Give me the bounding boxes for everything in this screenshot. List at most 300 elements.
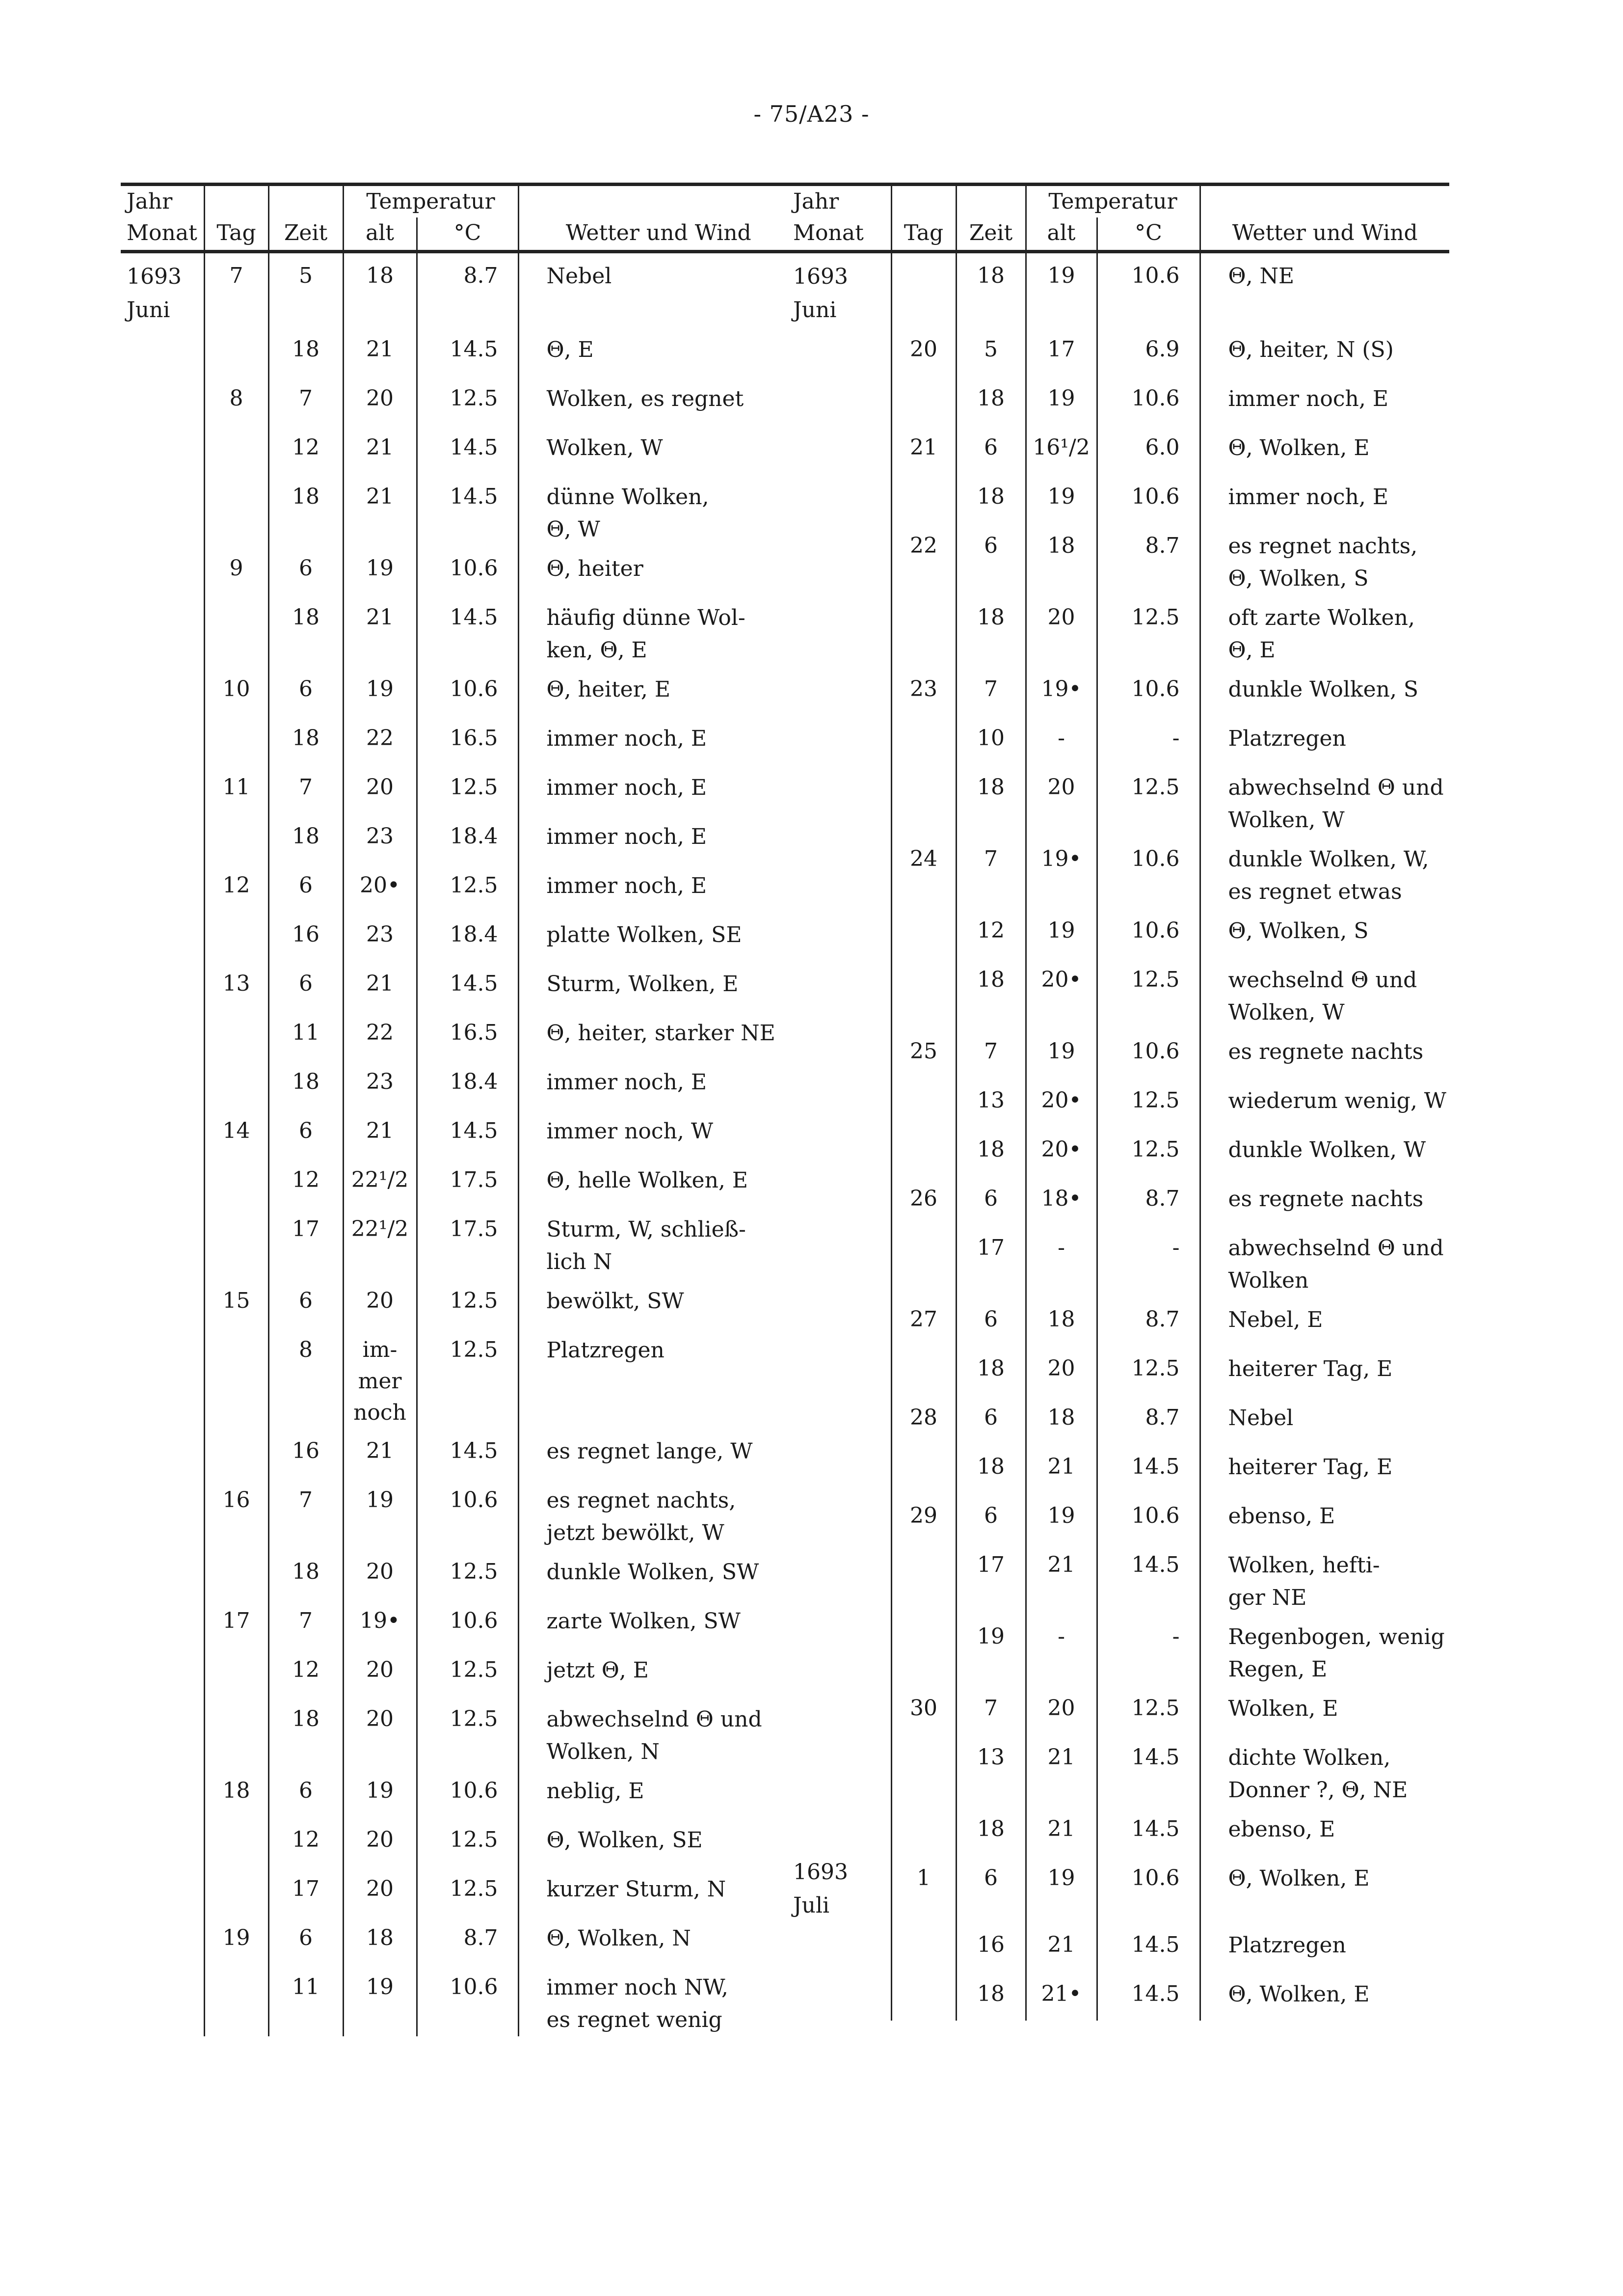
weather-wind-cell: [1200, 1346, 1449, 1395]
year-month-cell: [121, 1158, 204, 1207]
table-row: [787, 1127, 1449, 1176]
header-tag: Tag: [891, 217, 956, 252]
weather-text-line: es regnet nachts,: [1228, 534, 1418, 559]
month-label: Juni: [793, 297, 837, 323]
day-cell: [891, 1807, 956, 1856]
time-cell: 18: [956, 1346, 1026, 1395]
day-cell: 21: [891, 425, 956, 474]
temp-celsius-cell: 14.5: [417, 425, 518, 474]
table-row: [121, 863, 798, 912]
time-cell: 6: [268, 546, 343, 595]
year-month-cell: [121, 376, 204, 425]
time-cell: 6: [268, 667, 343, 716]
weather-text-line: Θ, heiter, E: [546, 677, 671, 702]
table-row: [787, 1856, 1449, 1922]
temp-old-cell: 21: [343, 1429, 417, 1478]
day-cell: [891, 252, 956, 327]
table-row: [787, 1029, 1449, 1078]
table-row: [121, 1598, 798, 1648]
weather-text-line: Wolken: [1228, 1268, 1309, 1293]
header-wetter-wind: Wetter und Wind: [518, 217, 798, 252]
day-cell: [204, 1010, 268, 1059]
temp-old-cell: 19: [1026, 1493, 1097, 1542]
day-cell: [891, 474, 956, 523]
time-cell: 18: [956, 1807, 1026, 1856]
weather-text-line: Θ, Wolken, SE: [546, 1828, 703, 1853]
temp-celsius-cell: 14.5: [417, 1429, 518, 1478]
weather-text-line: Θ, W: [546, 517, 600, 542]
temp-old-cell: 20•: [1026, 1078, 1097, 1127]
table-row: [121, 1648, 798, 1697]
year-month-cell: [121, 1648, 204, 1697]
year-month-cell: [787, 376, 891, 425]
temp-old-cell: 19: [1026, 908, 1097, 957]
temp-old-cell: 19•: [343, 1598, 417, 1648]
weather-text-line: Wolken, W: [1228, 808, 1345, 833]
year-month-cell: [787, 957, 891, 1029]
year-month-cell: [787, 765, 891, 837]
temp-celsius-cell: 12.5: [1097, 1078, 1200, 1127]
year-month-cell: [121, 1916, 204, 1965]
year-month-cell: [787, 523, 891, 595]
temp-old-cell: -: [1026, 1225, 1097, 1297]
weather-text-line: Sturm, Wolken, E: [546, 972, 739, 997]
weather-wind-cell: [1200, 957, 1449, 1029]
temp-celsius-cell: 10.6: [417, 546, 518, 595]
weather-text-line: es regnet lange, W: [546, 1439, 753, 1464]
year-month-cell: [787, 1297, 891, 1346]
weather-wind-cell: [518, 667, 798, 716]
temp-celsius-cell: 8.7: [417, 1916, 518, 1965]
weather-wind-cell: [518, 1207, 798, 1278]
weather-wind-cell: [1200, 1029, 1449, 1078]
weather-wind-cell: [1200, 425, 1449, 474]
temp-old-cell: 19: [1026, 252, 1097, 327]
header-celsius: °C: [417, 217, 518, 252]
year-month-cell: [121, 252, 204, 327]
time-cell: 19: [956, 1614, 1026, 1686]
temp-old-cell: 19: [343, 546, 417, 595]
year-month-cell: [121, 1768, 204, 1817]
time-cell: 18: [956, 474, 1026, 523]
year-month-cell: [787, 595, 891, 667]
weather-text-line: Θ, Wolken, E: [1228, 1982, 1370, 2007]
year-month-cell: [121, 1429, 204, 1478]
year-month-cell: [787, 1346, 891, 1395]
header-monat: Monat: [121, 217, 204, 252]
weather-log-table: [121, 183, 798, 2036]
temp-celsius-cell: 14.5: [417, 1108, 518, 1158]
weather-text-line: Wolken, W: [546, 435, 663, 460]
month-label: Juli: [793, 1893, 830, 1918]
year-month-cell: [787, 1972, 891, 2021]
year-month-cell: [787, 1686, 891, 1735]
table-row: [787, 1735, 1449, 1807]
weather-text-line: Nebel, E: [1228, 1307, 1323, 1332]
weather-text-line: Θ, Wolken, S: [1228, 918, 1369, 944]
day-cell: [891, 376, 956, 425]
table-row: [787, 474, 1449, 523]
temp-celsius-cell: 10.6: [1097, 376, 1200, 425]
temp-celsius-cell: 18.4: [417, 912, 518, 961]
weather-text-line: immer noch, E: [546, 1070, 707, 1095]
time-cell: 12: [268, 1158, 343, 1207]
day-cell: [204, 912, 268, 961]
weather-text-line: abwechselnd Θ und: [546, 1707, 762, 1732]
temp-celsius-cell: 12.5: [1097, 765, 1200, 837]
header-temperatur: Temperatur: [1026, 185, 1200, 218]
time-cell: 18: [268, 474, 343, 546]
weather-text-line: dichte Wolken,: [1228, 1745, 1391, 1770]
year-month-cell: [121, 1817, 204, 1866]
weather-text-line: Θ, Wolken, E: [1228, 1866, 1370, 1891]
year-month-cell: [121, 1327, 204, 1429]
day-cell: [204, 1648, 268, 1697]
table-row: [121, 1478, 798, 1549]
year-month-cell: [787, 1493, 891, 1542]
year-month-cell: [121, 765, 204, 814]
day-cell: [891, 1444, 956, 1493]
table-row: [121, 1327, 798, 1429]
year-month-cell: [121, 425, 204, 474]
temp-celsius-cell: 12.5: [417, 863, 518, 912]
weather-text-line: Θ, heiter: [546, 556, 643, 581]
weather-text-line: immer noch, E: [546, 873, 707, 898]
day-cell: [204, 1697, 268, 1768]
day-cell: 16: [204, 1478, 268, 1549]
weather-wind-cell: [518, 474, 798, 546]
day-cell: 11: [204, 765, 268, 814]
left-weather-table: [121, 183, 798, 2036]
year-month-cell: [121, 1866, 204, 1916]
weather-text-line: Platzregen: [1228, 726, 1346, 751]
weather-wind-cell: [518, 1817, 798, 1866]
time-cell: 18: [956, 1127, 1026, 1176]
temp-old-cell: 20: [343, 765, 417, 814]
year-month-cell: [787, 252, 891, 327]
weather-text-line: ger NE: [1228, 1585, 1307, 1610]
weather-text-line: Platzregen: [546, 1338, 665, 1363]
weather-text-line: dunkle Wolken, W,: [1228, 847, 1429, 872]
temp-celsius-cell: 10.6: [1097, 1493, 1200, 1542]
weather-text-line: abwechselnd Θ und: [1228, 1236, 1444, 1261]
weather-wind-cell: [518, 1158, 798, 1207]
day-cell: [204, 474, 268, 546]
year-month-cell: [121, 1549, 204, 1598]
temp-old-cell: 22¹/2: [343, 1158, 417, 1207]
temp-old-cell: 20: [343, 376, 417, 425]
table-row: [121, 376, 798, 425]
weather-text-line: wiederum wenig, W: [1228, 1088, 1447, 1113]
temp-old-cell: 20•: [1026, 1127, 1097, 1176]
temp-celsius-cell: 18.4: [417, 1059, 518, 1108]
weather-text-line: immer noch, E: [546, 726, 707, 751]
table-row: [121, 1697, 798, 1768]
table-row: [787, 837, 1449, 908]
day-cell: 1: [891, 1856, 956, 1922]
temp-old-cell: 20•: [343, 863, 417, 912]
table-row: [787, 957, 1449, 1029]
time-cell: 7: [268, 376, 343, 425]
weather-wind-cell: [1200, 1686, 1449, 1735]
weather-wind-cell: [518, 863, 798, 912]
weather-text-line: Θ, Wolken, N: [546, 1926, 691, 1951]
year-month-cell: [787, 1922, 891, 1972]
weather-wind-cell: [518, 1598, 798, 1648]
time-cell: 7: [956, 1029, 1026, 1078]
weather-wind-cell: [518, 425, 798, 474]
table-row: [787, 327, 1449, 376]
weather-text-line: Regen, E: [1228, 1657, 1328, 1682]
temp-celsius-cell: 10.6: [1097, 1029, 1200, 1078]
temp-old-cell: 19: [343, 1478, 417, 1549]
weather-wind-cell: [1200, 667, 1449, 716]
header-celsius: °C: [1097, 217, 1200, 252]
time-cell: 6: [268, 1916, 343, 1965]
table-row: [787, 523, 1449, 595]
time-cell: 18: [268, 814, 343, 863]
year-label: 1693: [793, 264, 848, 289]
time-cell: 12: [268, 1817, 343, 1866]
weather-text-line: Θ, E: [1228, 638, 1276, 663]
time-cell: 6: [956, 1297, 1026, 1346]
temp-old-cell: 20: [343, 1697, 417, 1768]
temp-celsius-cell: 10.6: [1097, 908, 1200, 957]
temp-celsius-cell: 10.6: [417, 667, 518, 716]
temp-old-cell: 19: [1026, 1856, 1097, 1922]
time-cell: 16: [268, 912, 343, 961]
weather-text-line: dünne Wolken,: [546, 485, 709, 510]
time-cell: 16: [268, 1429, 343, 1478]
day-cell: [891, 957, 956, 1029]
time-cell: 6: [268, 1768, 343, 1817]
time-cell: 18: [268, 1549, 343, 1598]
weather-text-line: es regnet wenig: [546, 2007, 722, 2032]
time-cell: 8: [268, 1327, 343, 1429]
weather-text-line: immer noch NW,: [546, 1975, 728, 2000]
time-cell: 6: [268, 1278, 343, 1327]
year-month-cell: [787, 425, 891, 474]
weather-text-line: immer noch, E: [546, 824, 707, 849]
temp-old-cell: 19•: [1026, 837, 1097, 908]
day-cell: [891, 1127, 956, 1176]
temp-celsius-cell: 12.5: [417, 1648, 518, 1697]
table-row: [121, 1916, 798, 1965]
day-cell: 9: [204, 546, 268, 595]
table-row: [121, 1010, 798, 1059]
temp-celsius-cell: 14.5: [417, 595, 518, 667]
table-row: [121, 1278, 798, 1327]
time-cell: 12: [956, 908, 1026, 957]
day-cell: 13: [204, 961, 268, 1010]
temp-celsius-cell: 12.5: [417, 1278, 518, 1327]
temp-celsius-cell: 10.6: [417, 1598, 518, 1648]
table-row: [787, 1807, 1449, 1856]
weather-log-table: [787, 183, 1449, 2021]
table-row: [787, 252, 1449, 327]
day-cell: 29: [891, 1493, 956, 1542]
weather-wind-cell: [518, 1549, 798, 1598]
temp-celsius-cell: 10.6: [1097, 837, 1200, 908]
weather-text-line: dunkle Wolken, S: [1228, 677, 1419, 702]
day-cell: 28: [891, 1395, 956, 1444]
year-month-cell: [787, 716, 891, 765]
temp-old-cell: 19: [1026, 1029, 1097, 1078]
time-cell: 18: [268, 1059, 343, 1108]
weather-text-line: wechselnd Θ und: [1228, 968, 1417, 993]
weather-wind-cell: [1200, 1127, 1449, 1176]
temp-celsius-cell: 17.5: [417, 1207, 518, 1278]
page-number: - 75/A23 -: [753, 101, 870, 127]
temp-old-cell: 19: [1026, 376, 1097, 425]
temp-old-cell: 22¹/2: [343, 1207, 417, 1278]
weather-text-line: immer noch, E: [1228, 386, 1388, 411]
day-cell: [891, 1078, 956, 1127]
temp-celsius-cell: 8.7: [1097, 1297, 1200, 1346]
time-cell: 18: [956, 595, 1026, 667]
year-month-cell: [121, 1478, 204, 1549]
weather-wind-cell: [1200, 523, 1449, 595]
year-month-cell: [121, 474, 204, 546]
year-month-cell: [121, 1697, 204, 1768]
weather-wind-cell: [1200, 376, 1449, 425]
temp-old-cell: 19•: [1026, 667, 1097, 716]
day-cell: 7: [204, 252, 268, 327]
time-cell: 7: [956, 667, 1026, 716]
time-cell: 6: [956, 523, 1026, 595]
weather-text-line: zarte Wolken, SW: [546, 1609, 741, 1634]
day-cell: [891, 1542, 956, 1614]
time-cell: 7: [268, 1598, 343, 1648]
header-jahr: Jahr: [787, 185, 891, 218]
temp-celsius-cell: 14.5: [1097, 1542, 1200, 1614]
weather-text-line: Nebel: [1228, 1405, 1294, 1431]
time-cell: 6: [268, 961, 343, 1010]
weather-wind-cell: [518, 1278, 798, 1327]
weather-text-line: Nebel: [546, 264, 612, 289]
time-cell: 18: [268, 595, 343, 667]
year-month-cell: [787, 908, 891, 957]
month-label: Juni: [127, 297, 170, 323]
year-month-cell: [787, 1444, 891, 1493]
day-cell: 10: [204, 667, 268, 716]
table-row: [787, 908, 1449, 957]
year-month-cell: [787, 1856, 891, 1922]
table-row: [121, 716, 798, 765]
temp-celsius-cell: 12.5: [1097, 1686, 1200, 1735]
weather-text-line: ebenso, E: [1228, 1817, 1335, 1842]
temp-celsius-cell: 8.7: [1097, 523, 1200, 595]
time-cell: 18: [956, 957, 1026, 1029]
left-table-body: [121, 252, 798, 2037]
day-cell: 30: [891, 1686, 956, 1735]
weather-wind-cell: [1200, 1176, 1449, 1225]
table-row: [121, 765, 798, 814]
day-cell: 25: [891, 1029, 956, 1078]
weather-text-line: ken, Θ, E: [546, 638, 647, 663]
temp-old-cell: 19: [343, 1965, 417, 2036]
header-zeit: Zeit: [268, 217, 343, 252]
temp-old-cell: 23: [343, 912, 417, 961]
year-month-cell: [121, 546, 204, 595]
year-month-cell: [121, 1207, 204, 1278]
weather-wind-cell: [518, 546, 798, 595]
table-row: [787, 1614, 1449, 1686]
temp-old-cell: 18: [343, 1916, 417, 1965]
day-cell: [204, 814, 268, 863]
day-cell: 8: [204, 376, 268, 425]
weather-wind-cell: [1200, 1972, 1449, 2021]
table-row: [787, 716, 1449, 765]
time-cell: 18: [268, 1697, 343, 1768]
weather-wind-cell: [518, 1010, 798, 1059]
table-row: [121, 814, 798, 863]
weather-wind-cell: [518, 961, 798, 1010]
weather-text-line: es regnet etwas: [1228, 879, 1402, 904]
table-row: [787, 1346, 1449, 1395]
temp-old-cell: 21: [343, 425, 417, 474]
temp-old-cell: 22: [343, 1010, 417, 1059]
table-row: [787, 376, 1449, 425]
temp-old-cell: 22: [343, 716, 417, 765]
weather-text-line: Θ, E: [546, 337, 594, 362]
table-row: [121, 546, 798, 595]
weather-wind-cell: [1200, 474, 1449, 523]
time-cell: 7: [268, 765, 343, 814]
temp-old-cell: 21: [1026, 1807, 1097, 1856]
weather-wind-cell: [518, 765, 798, 814]
weather-wind-cell: [1200, 1297, 1449, 1346]
table-row: [121, 1108, 798, 1158]
weather-wind-cell: [518, 912, 798, 961]
weather-wind-cell: [518, 1965, 798, 2036]
day-cell: 19: [204, 1916, 268, 1965]
temp-celsius-cell: 16.5: [417, 1010, 518, 1059]
weather-text-line: Platzregen: [1228, 1933, 1346, 1958]
weather-text-line: platte Wolken, SE: [546, 922, 742, 947]
day-cell: [204, 1158, 268, 1207]
table-row: [121, 1965, 798, 2036]
temp-old-cell: 21: [343, 961, 417, 1010]
temp-old-cell: 20: [1026, 1686, 1097, 1735]
table-row: [787, 1922, 1449, 1972]
temp-celsius-cell: 10.6: [417, 1478, 518, 1549]
weather-wind-cell: [1200, 1444, 1449, 1493]
weather-text-line: Θ, heiter, N (S): [1228, 337, 1394, 362]
temp-celsius-cell: 16.5: [417, 716, 518, 765]
year-month-cell: [787, 667, 891, 716]
year-month-cell: [787, 1807, 891, 1856]
table-row: [121, 252, 798, 327]
day-cell: [204, 1429, 268, 1478]
temp-celsius-cell: 18.4: [417, 814, 518, 863]
weather-wind-cell: [1200, 252, 1449, 327]
weather-text-line: oft zarte Wolken,: [1228, 605, 1415, 630]
temp-old-cell: 20•: [1026, 957, 1097, 1029]
time-cell: 13: [956, 1735, 1026, 1807]
temp-old-cell: 21•: [1026, 1972, 1097, 2021]
header-alt: alt: [343, 217, 417, 252]
right-table-body: [787, 252, 1449, 2021]
day-cell: [204, 1866, 268, 1916]
year-month-cell: [121, 1108, 204, 1158]
temp-celsius-cell: 14.5: [417, 474, 518, 546]
time-cell: 6: [956, 1176, 1026, 1225]
day-cell: 27: [891, 1297, 956, 1346]
table-row: [787, 1395, 1449, 1444]
year-month-cell: [121, 716, 204, 765]
table-row: [787, 1225, 1449, 1297]
